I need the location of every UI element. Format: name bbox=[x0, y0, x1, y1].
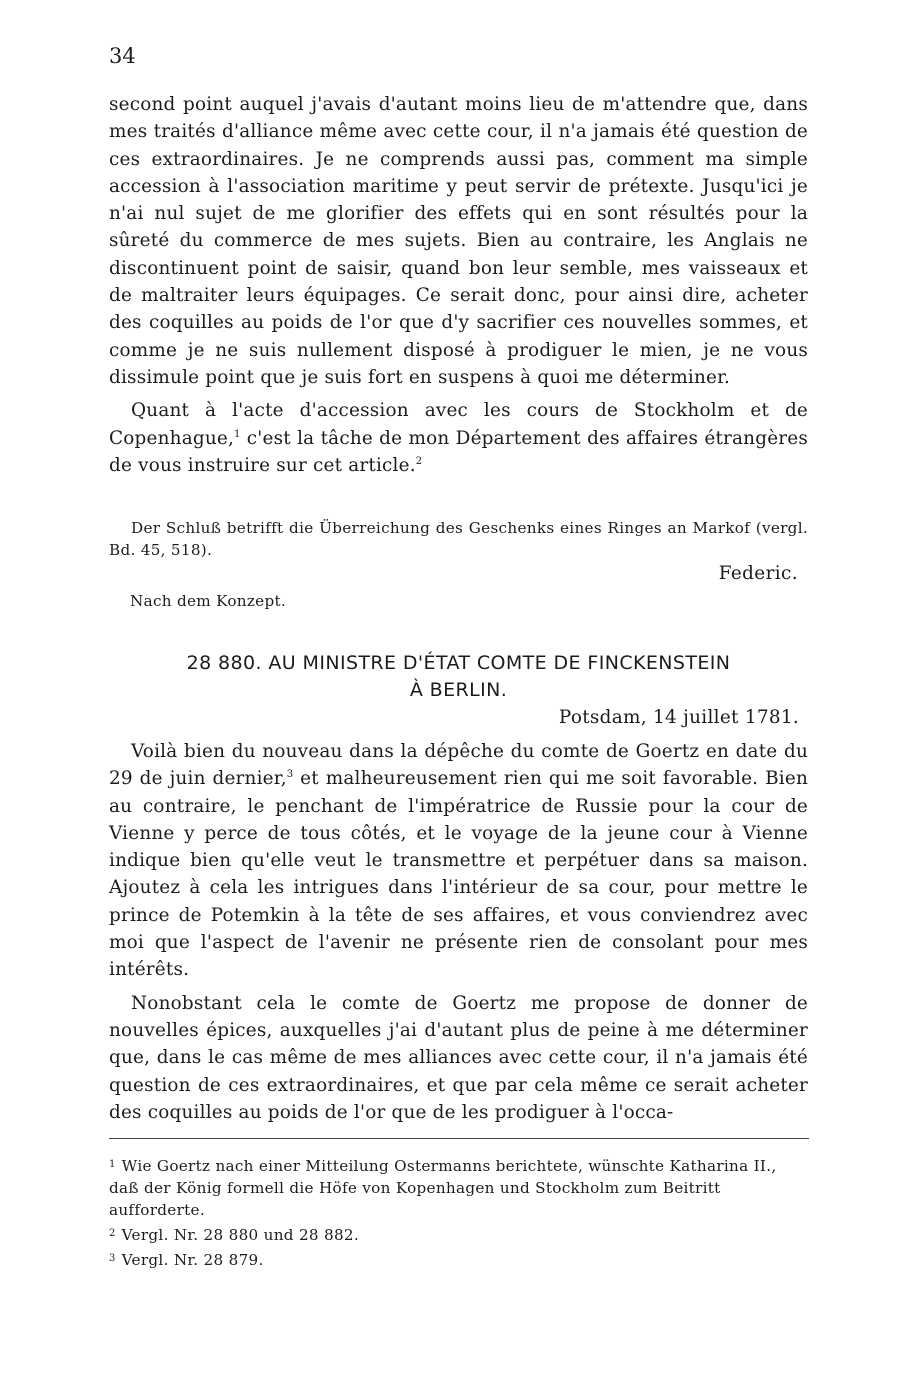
footnote bbox=[109, 1248, 809, 1271]
footnote bbox=[109, 1223, 809, 1246]
footnotes bbox=[109, 1154, 809, 1271]
footnote-mark: 2 bbox=[109, 1228, 116, 1239]
paragraph-text: second point auquel j'avais d'autant moins lieu de m'attendre que, dans mes traités d'alliance même avec cette cour, il n'a jamais été question de ces extraordinaires. Je ne comprends aussi pas, comment ma simple accession à l'association maritime y peut servir de prétexte. Jusqu'ici je n'ai nul sujet de me glorifier des effets qui en sont résultés pour la sûreté du commerce de mes sujets. Bien au contraire, les Anglais ne discontinuent point de saisir, quand bon leur semble, mes vaisseaux et de maltraiter leurs équipages. Ce serait donc, pour ainsi dire, acheter des coquilles au poids de l'or que d'y sacrifier ces nouvelles sommes, et comme je ne suis nullement disposé à prodiguer le mien, je ne vous dissimule point que je suis fort en suspens à quoi me déterminer. bbox=[109, 94, 808, 388]
dateline: Potsdam, 14 juillet 1781. bbox=[558, 707, 799, 728]
paragraph bbox=[109, 990, 808, 1126]
letter-heading-line2: À BERLIN. bbox=[409, 679, 508, 701]
footnote-text: Vergl. Nr. 28 880 und 28 882. bbox=[121, 1226, 360, 1244]
paragraph bbox=[109, 91, 808, 391]
paragraph-text: et malheureusement rien qui me soit favorable. Bien au contraire, le penchant de l'impératrice de Russie pour la cour de Vienne y perce de tous côtés, et le voyage de la jeune cour à Vienne indique bien qu'elle veut le transmettre et perpétuer dans sa maison. Ajoutez à cela les intrigues dans l'intérieur de sa cour, pour mettre le prince de Potemkin à la tête de ses affaires, et vous conviendrez avec moi que l'aspect de l'avenir ne présente rien de consolant pour mes intérêts. bbox=[109, 768, 808, 981]
letter-heading bbox=[109, 650, 808, 704]
continued-letter-text bbox=[109, 91, 808, 479]
paragraph-text: Nonobstant cela le comte de Goertz me propose de donner de nouvelles épices, auxquelles j'ai d'autant plus de peine à me déterminer que, dans le cas même de mes alliances avec cette cour, il n'a jamais été question de ces extraordinaires, et que par cela même ce serait acheter des coquilles au poids de l'or que de les prodiguer à l'occa- bbox=[109, 992, 808, 1123]
footnote-ref: 1 bbox=[234, 428, 241, 440]
footnote bbox=[109, 1154, 809, 1221]
footnote-rule bbox=[109, 1138, 809, 1139]
page-number: 34 bbox=[109, 44, 136, 68]
footnote-ref: 2 bbox=[415, 455, 423, 467]
editorial-note: Der Schluß betrifft die Überreichung des Geschenks eines Ringes an Markof (vergl. Bd. 45, 518). bbox=[109, 519, 808, 559]
footnote-mark: 3 bbox=[109, 1253, 116, 1264]
source-note: Nach dem Konzept. bbox=[130, 592, 287, 610]
paragraph bbox=[109, 738, 808, 984]
paragraph-text: c'est la tâche de mon Département des affaires étrangères de vous instruire sur cet article. bbox=[109, 427, 808, 476]
footnote-text: Vergl. Nr. 28 879. bbox=[121, 1251, 264, 1269]
footnote-mark: 1 bbox=[109, 1159, 116, 1170]
paragraph bbox=[109, 397, 808, 479]
letter-text bbox=[109, 738, 808, 1126]
footnote-text: Wie Goertz nach einer Mitteilung Ostermanns berichtete, wünschte Katharina II., daß der König formell die Höfe von Kopenhagen und Stockholm zum Beitritt aufforderte. bbox=[109, 1157, 777, 1219]
footnote-ref: 3 bbox=[286, 769, 294, 781]
letter-heading-line1: 28 880. AU MINISTRE D'ÉTAT COMTE DE FINCKENSTEIN bbox=[186, 652, 731, 674]
signature: Federic. bbox=[718, 563, 798, 584]
paragraph-text: Voilà bien du nouveau dans la dépêche du comte de Goertz en date du 29 de juin dernier, bbox=[109, 741, 808, 790]
paragraph-text: Quant à l'acte d'accession avec les cours de Stockholm et de Copenhague, bbox=[109, 400, 808, 449]
